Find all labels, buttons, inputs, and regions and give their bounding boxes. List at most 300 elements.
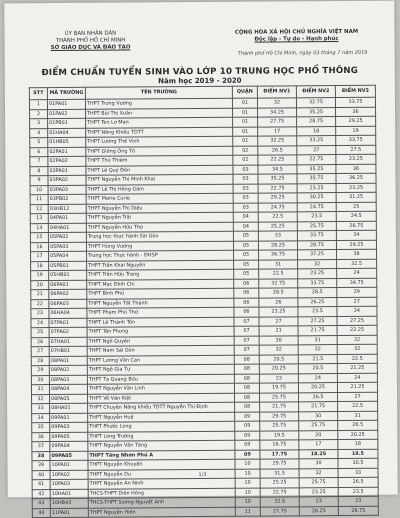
cell-nv2: 23	[299, 497, 338, 507]
cell-nv3: 34	[336, 230, 376, 240]
cell-school-name: THPT Tạ Quang Bửu	[87, 374, 234, 385]
cell-nv2: 37.25	[298, 250, 337, 260]
cell-nv1: 32	[259, 345, 298, 355]
cell-stt: 30	[31, 375, 49, 385]
cell-school-name: THPT Marie Curie	[86, 193, 233, 204]
cell-school-name: THPT Trần Hữu Trang	[87, 269, 234, 280]
cell-school-code: 04PA01	[48, 213, 86, 223]
cell-nv3: 18.5	[338, 449, 378, 459]
cell-nv2: 28.75	[297, 117, 336, 127]
cell-nv1: 19.5	[260, 430, 299, 440]
cell-nv1: 29.75	[260, 459, 299, 469]
cell-nv1: 35.25	[258, 174, 297, 184]
cell-nv1: 19.75	[259, 383, 298, 393]
cell-nv3: 29	[337, 287, 377, 297]
cell-nv1: 17.75	[260, 449, 299, 459]
cell-nv2: 30	[299, 411, 338, 421]
cell-district: 06	[234, 307, 259, 317]
cell-nv2: 17	[299, 440, 338, 450]
cell-school-name: THPT Nam Sài Gòn	[87, 345, 234, 356]
cell-nv2: 27	[297, 145, 336, 155]
cell-school-name: THCS-THPT Diên Hồng	[88, 488, 235, 499]
cell-nv2: 24.75	[297, 202, 336, 212]
cell-nv3: 34.75	[337, 278, 377, 288]
cell-school-code: 01PB01	[48, 118, 86, 128]
cell-stt: 4	[30, 128, 48, 138]
cell-nv3: 36	[336, 164, 376, 174]
cell-stt: 9	[30, 176, 48, 186]
cell-school-code: 08PA01	[49, 356, 87, 366]
cell-nv2: 21.75	[299, 402, 338, 412]
cell-nv2: 33.25	[297, 136, 336, 146]
cell-stt: 23	[31, 309, 49, 319]
cell-nv1: 17	[258, 126, 297, 136]
cell-school-name: THPT Nguyễn An Ninh	[88, 478, 235, 489]
cell-nv3: 27	[338, 392, 378, 402]
cell-nv1: 23.25	[259, 307, 298, 317]
cell-nv1: 22.25	[258, 155, 297, 165]
cell-nv1: 22.5	[258, 212, 297, 222]
cell-district: 03	[233, 193, 258, 203]
cell-nv2: 23.5	[298, 307, 337, 317]
cell-school-name: THPT Nguyễn Du	[88, 469, 235, 480]
document-title: ĐIỂM CHUẨN TUYỂN SINH VÀO LỚP 10 TRUNG HỌC PHỔ THÔNG	[41, 65, 359, 79]
cell-nv3: 33.75	[335, 97, 375, 107]
school-year: Năm học 2019 - 2020	[158, 76, 242, 86]
cell-school-code: 02PA01	[48, 147, 86, 157]
cell-school-code: 03PA02	[48, 175, 86, 185]
cell-nv3: 29.25	[336, 116, 376, 126]
cell-nv1: 20.25	[259, 364, 298, 374]
cell-school-code: 07PA02	[49, 327, 87, 337]
cell-nv1: 24.75	[258, 202, 297, 212]
cell-school-name: THPT Long Trường	[88, 431, 235, 442]
col-stt: STT	[29, 88, 47, 100]
cell-nv1: 20.5	[259, 354, 298, 364]
cell-nv1: 25.75	[260, 392, 299, 402]
cell-school-code: 10PA01	[50, 460, 88, 470]
cell-district: 02	[233, 146, 258, 156]
cell-school-name: THPT Ten Lơ Man	[86, 117, 233, 128]
cell-school-name: THPT Nguyễn Thị Diệu	[86, 203, 233, 214]
cell-school-code: 09PA04	[50, 441, 88, 451]
cell-school-code: 09PA01	[50, 413, 88, 423]
cell-school-code: 08PA03	[49, 375, 87, 385]
cell-nv2: 30	[299, 459, 338, 469]
cell-nv1: 16.75	[260, 440, 299, 450]
cell-school-name: THPT Chuyên Năng khiếu TDTT Nguyễn Thị Định	[88, 402, 235, 413]
cell-stt: 43	[32, 499, 50, 509]
cell-stt: 40	[32, 470, 50, 480]
cell-school-name: Trung học Thực hành - ĐHSP	[87, 250, 234, 261]
cell-nv3: 26.75	[336, 221, 376, 231]
cell-stt: 28	[31, 356, 49, 366]
cell-nv1: 30	[259, 335, 298, 345]
cell-district: 05	[233, 241, 258, 251]
cell-stt: 8	[30, 166, 48, 176]
cell-nv2: 35.25	[297, 107, 336, 117]
cell-school-code: 03PA03	[48, 185, 86, 195]
cell-stt: 12	[30, 204, 48, 214]
cell-nv2: 20.25	[298, 383, 337, 393]
cell-school-name: THCS-THPT Sương Nguyệt Anh	[88, 497, 235, 508]
cell-nv3: 27.5	[336, 145, 376, 155]
cell-district: 01	[233, 127, 258, 137]
cell-district: 07	[234, 345, 259, 355]
cell-school-name: THPT Nguyễn Văn Tăng	[88, 440, 235, 451]
cell-nv3: 38	[337, 249, 377, 259]
cell-nv2: 20	[299, 430, 338, 440]
cell-stt: 20	[31, 280, 49, 290]
cell-district: 07	[234, 317, 259, 327]
cell-school-code: 01HB05	[48, 137, 86, 147]
cell-school-code: 04HA01	[48, 223, 86, 233]
cell-district: 09	[235, 431, 260, 441]
cell-stt: 25	[31, 328, 49, 338]
cell-nv3: 27	[337, 297, 377, 307]
cell-nv2: 18.25	[299, 449, 338, 459]
cell-school-code: 10PA03	[50, 479, 88, 489]
cell-school-code: 06PA03	[49, 299, 87, 309]
cell-nv2: 31	[298, 335, 337, 345]
cell-district: 01	[233, 108, 258, 118]
cell-nv1: 29.75	[260, 411, 299, 421]
cell-district: 11	[235, 507, 260, 517]
cell-district: 01	[233, 136, 258, 146]
cell-nv1: 27	[259, 316, 298, 326]
cell-nv2: 26.5	[299, 392, 338, 402]
cell-district: 08	[235, 402, 260, 412]
cell-district: 09	[235, 440, 260, 450]
cell-stt: 6	[30, 147, 48, 157]
cell-stt: 2	[30, 109, 48, 119]
cell-nv1: 31.5	[260, 468, 299, 478]
col-school-name: TÊN TRƯỜNG	[85, 86, 232, 99]
cell-nv3: 20.25	[338, 430, 378, 440]
cell-district: 03	[233, 203, 258, 213]
cell-stt: 35	[32, 423, 50, 433]
cell-school-code: 02PA02	[48, 156, 86, 166]
cell-nv1: 22.5	[259, 269, 298, 279]
cell-stt: 5	[30, 138, 48, 148]
national-header	[216, 29, 376, 44]
cell-school-name: THPT Nguyễn Trãi	[86, 212, 233, 223]
table-row	[32, 506, 378, 518]
cell-school-code: 11PA01	[50, 508, 88, 518]
cell-school-name: THPT Lê Thị Hồng Gấm	[86, 184, 233, 195]
cell-nv3: 31.25	[336, 192, 376, 202]
cell-nv1: 26	[259, 297, 298, 307]
cell-school-name: THPT Mạc Đĩnh Chi	[87, 279, 234, 290]
cell-nv1: 31	[259, 259, 298, 269]
cell-school-code: 01PA01	[47, 99, 85, 109]
cell-nv3: 22.5	[337, 354, 377, 364]
cell-stt: 14	[30, 223, 48, 233]
cell-stt: 16	[30, 242, 48, 252]
cell-stt: 10	[30, 185, 48, 195]
cell-stt: 34	[32, 413, 50, 423]
cell-school-name: THPT Nguyễn Thị Minh Khai	[86, 174, 233, 185]
cell-stt: 1	[29, 100, 47, 110]
cell-district: 10	[235, 459, 260, 469]
cell-nv2: 33.75	[298, 278, 337, 288]
issuer-line-3: SỞ GIÁO DỤC VÀ ĐÀO TẠO	[50, 44, 131, 52]
cell-stt: 21	[31, 290, 49, 300]
cell-district: 02	[233, 155, 258, 165]
cell-nv2: 32.75	[296, 98, 335, 108]
cell-school-name: THPT Lê Quý Đôn	[86, 165, 233, 176]
cell-school-code: 05PA04	[49, 251, 87, 261]
cell-nv2: 30.25	[297, 193, 336, 203]
cell-school-code: 10HB43	[50, 498, 88, 508]
cell-district: 10	[235, 478, 260, 488]
cell-nv3: 21.25	[337, 382, 377, 392]
cell-nv2: 25.75	[297, 221, 336, 231]
cell-district: 08	[234, 364, 259, 374]
cell-nv2: 28.5	[298, 288, 337, 298]
cell-nv3: 30.5	[338, 458, 378, 468]
cell-nv3: 24.5	[336, 211, 376, 221]
cell-nv2: 25.75	[299, 421, 338, 431]
cell-district: 10	[235, 497, 260, 507]
cell-nv1: 33	[258, 231, 297, 241]
cell-stt: 18	[31, 261, 49, 271]
cell-stt: 11	[30, 195, 48, 205]
cell-nv3: 24	[337, 268, 377, 278]
cell-nv3: 23.5	[338, 487, 378, 497]
cell-nv1: 32.25	[258, 136, 297, 146]
col-school-code: MÃ TRƯỜNG	[47, 87, 85, 99]
cell-school-code: 09PA03	[50, 422, 88, 432]
cell-school-name: THPT Nguyễn Văn Linh	[87, 383, 234, 394]
cell-school-code: 08HA01	[50, 403, 88, 413]
cell-nv2: 23.25	[299, 487, 338, 497]
cell-nv2: 28.75	[297, 240, 336, 250]
cell-school-code: 08PA02	[49, 365, 87, 375]
cell-nv1: 21.75	[260, 402, 299, 412]
cell-nv3: 28.75	[338, 506, 378, 516]
issuer-header	[30, 30, 150, 52]
cell-nv3: 25	[336, 202, 376, 212]
cell-nv2: 32	[299, 468, 338, 478]
cell-school-name: THPT Phạm Phú Thứ	[87, 307, 234, 318]
cell-district: 07	[234, 326, 259, 336]
cell-nv2: 35.75	[297, 174, 336, 184]
cell-school-code: 07HB01	[49, 346, 87, 356]
cell-school-name: THPT Năng Khiếu TDTT	[86, 127, 233, 138]
cell-district: 01	[233, 117, 258, 127]
cell-nv3: 36	[336, 107, 376, 117]
cell-nv2: 20.5	[298, 364, 337, 374]
cell-stt: 7	[30, 157, 48, 167]
cell-district: 10	[235, 488, 260, 498]
cell-school-name: THPT Nguyễn Tất Thành	[87, 298, 234, 309]
cell-school-name: THPT Ngô Quyền	[87, 336, 234, 347]
cell-school-name: THPT Hùng Vương	[86, 241, 233, 252]
cell-nv2: 23.25	[297, 183, 336, 193]
cell-district: 05	[233, 231, 258, 241]
national-slogan: Độc lập - Tự do - Hạnh phúc	[254, 36, 339, 43]
cell-nv1: 34.25	[258, 107, 297, 117]
score-table	[29, 85, 379, 518]
cell-school-code: 07PA01	[49, 318, 87, 328]
cell-nv1: 28.5	[259, 288, 298, 298]
cell-district: 04	[233, 212, 258, 222]
cell-school-code: 09PA05	[50, 451, 88, 461]
cell-nv3: 22.5	[338, 401, 378, 411]
cell-stt: 31	[31, 385, 49, 395]
cell-school-code: 08PA04	[49, 384, 87, 394]
cell-school-code: 08PA05	[50, 394, 88, 404]
cell-school-name: THPT Nguyễn Khuyến	[88, 459, 235, 470]
cell-school-name: THPT Nguyễn Hiền	[88, 507, 235, 518]
issuer-line-2: THÀNH PHỐ HỒ CHÍ MINH	[55, 37, 126, 45]
cell-nv2: 22.75	[297, 155, 336, 165]
cell-school-name: THPT Lương Thế Vinh	[86, 136, 233, 147]
cell-nv2: 21.5	[298, 354, 337, 364]
cell-school-name: THPT Trưng Vương	[85, 98, 232, 109]
cell-nv1: 27.75	[260, 506, 299, 516]
cell-district: 06	[234, 288, 259, 298]
cell-nv2: 33.75	[297, 231, 336, 241]
cell-district: 03	[233, 165, 258, 175]
cell-stt: 33	[32, 404, 50, 414]
cell-nv1: 23	[259, 373, 298, 383]
cell-district: 08	[234, 374, 259, 384]
cell-school-name: THPT Lương Văn Can	[87, 355, 234, 366]
cell-school-code: 10PA02	[50, 470, 88, 480]
cell-district: 10	[235, 469, 260, 479]
cell-nv3: 31	[338, 411, 378, 421]
cell-nv3: 19	[336, 126, 376, 136]
cell-district: 05	[234, 269, 259, 279]
cell-stt: 3	[30, 119, 48, 129]
cell-district: 04	[233, 222, 258, 232]
cell-nv3: 24	[337, 373, 377, 383]
cell-school-name: THPT Lê Thánh Tôn	[87, 317, 234, 328]
cell-school-name: THPT Tăng Nhơn Phú A	[88, 450, 235, 461]
cell-nv1: 36.75	[259, 250, 298, 260]
cell-school-code: 06HA04	[49, 308, 87, 318]
cell-nv2: 18	[297, 126, 336, 136]
cell-school-name: THPT Nguyễn Hữu Thọ	[86, 222, 233, 233]
cell-school-name: THPT Ngô Gia Tự	[87, 364, 234, 375]
cell-stt: 24	[31, 318, 49, 328]
cell-school-code: 05PB01	[49, 261, 87, 271]
document-page	[4, 1, 397, 516]
cell-nv2: 27.25	[298, 316, 337, 326]
cell-district: 06	[234, 298, 259, 308]
cell-district: 01	[232, 98, 257, 108]
cell-district: 08	[234, 355, 259, 365]
cell-nv1: 25.75	[260, 421, 299, 431]
col-district: QUẬN	[232, 86, 257, 98]
national-motto: CỘNG HÒA XÃ HỘI CHỦ NGHĨA VIỆT NAM	[234, 28, 359, 36]
cell-school-code: 06PA01	[49, 280, 87, 290]
cell-nv2: 24	[298, 373, 337, 383]
cell-nv3: 27.25	[337, 316, 377, 326]
cell-nv1: 26.5	[258, 145, 297, 155]
cell-school-code: 06PA02	[49, 289, 87, 299]
cell-nv1: 28.25	[258, 240, 297, 250]
cell-school-name: THPT Thủ Thiêm	[86, 155, 233, 166]
cell-nv1: 32.75	[259, 278, 298, 288]
cell-nv1: 27.75	[258, 117, 297, 127]
cell-district: 05	[234, 260, 259, 270]
cell-nv1: 21	[259, 326, 298, 336]
cell-district: 08	[235, 393, 260, 403]
cell-district: 03	[233, 174, 258, 184]
cell-stt: 41	[32, 480, 50, 490]
col-nv3: ĐIỂM NV3	[335, 85, 375, 97]
cell-district: 05	[234, 250, 259, 260]
cell-school-code: 09PA05	[50, 432, 88, 442]
cell-school-code: 05PA03	[48, 242, 86, 252]
cell-nv2: 25.75	[299, 478, 338, 488]
cell-nv3: 23.25	[336, 183, 376, 193]
cell-stt: 17	[31, 252, 49, 262]
cell-nv3: 23.25	[336, 154, 376, 164]
cell-nv3: 21.25	[337, 363, 377, 373]
cell-stt: 19	[31, 271, 49, 281]
cell-stt: 26	[31, 337, 49, 347]
cell-stt: 15	[30, 233, 48, 243]
cell-nv1: 22.5	[260, 497, 299, 507]
cell-nv3: 33.75	[336, 135, 376, 145]
cell-school-code: 01HA04	[48, 128, 86, 138]
cell-nv1: 34.5	[258, 164, 297, 174]
cell-nv3: 24	[337, 306, 377, 316]
cell-nv3: 29.25	[336, 240, 376, 250]
document-date: Thành phố Hồ Chí Minh, ngày 03 tháng 7 năm 2019	[237, 49, 368, 57]
cell-stt: 38	[32, 451, 50, 461]
cell-nv2: 28.25	[299, 506, 338, 516]
cell-school-code: 01PA02	[48, 109, 86, 119]
cell-school-name: THPT Bùi Thị Xuân	[86, 108, 233, 119]
cell-school-code: 03PA01	[48, 166, 86, 176]
col-nv2: ĐIỂM NV2	[296, 86, 335, 98]
cell-school-code: 03PB02	[48, 194, 86, 204]
cell-nv2: 21.75	[298, 326, 337, 336]
cell-nv1: 25.25	[260, 478, 299, 488]
cell-school-name: THPT Nguyễn Huệ	[88, 412, 235, 423]
cell-nv2: 23.25	[298, 269, 337, 279]
cell-nv1: 29.25	[258, 193, 297, 203]
cell-nv2: 23.5	[297, 212, 336, 222]
cell-school-code: 03HB12	[48, 204, 86, 214]
cell-nv3: 22.25	[337, 325, 377, 335]
cell-nv2: 32	[298, 345, 337, 355]
col-nv1: ĐIỂM NV1	[257, 86, 296, 98]
cell-school-name: THPT Phước Long	[88, 421, 235, 432]
cell-nv1: 25.25	[258, 221, 297, 231]
cell-school-name: THPT Trần Khai Nguyên	[87, 260, 234, 271]
cell-school-name: Trung học thực hành Sài Gòn	[86, 231, 233, 242]
cell-nv2: 32	[298, 259, 337, 269]
issuer-line-1: ỦY BAN NHÂN DÂN	[64, 30, 117, 37]
cell-nv3: 32	[337, 335, 377, 345]
cell-nv3: 36.25	[336, 173, 376, 183]
cell-nv3: 23	[338, 496, 378, 506]
cell-nv3: 33	[338, 468, 378, 478]
cell-nv3: 26.5	[338, 420, 378, 430]
cell-school-code: 10HA01	[50, 489, 88, 499]
cell-district: 03	[233, 184, 258, 194]
cell-stt: 44	[32, 508, 50, 518]
cell-nv2: 35.25	[297, 164, 336, 174]
cell-stt: 22	[31, 299, 49, 309]
cell-school-code: 05PA02	[48, 232, 86, 242]
